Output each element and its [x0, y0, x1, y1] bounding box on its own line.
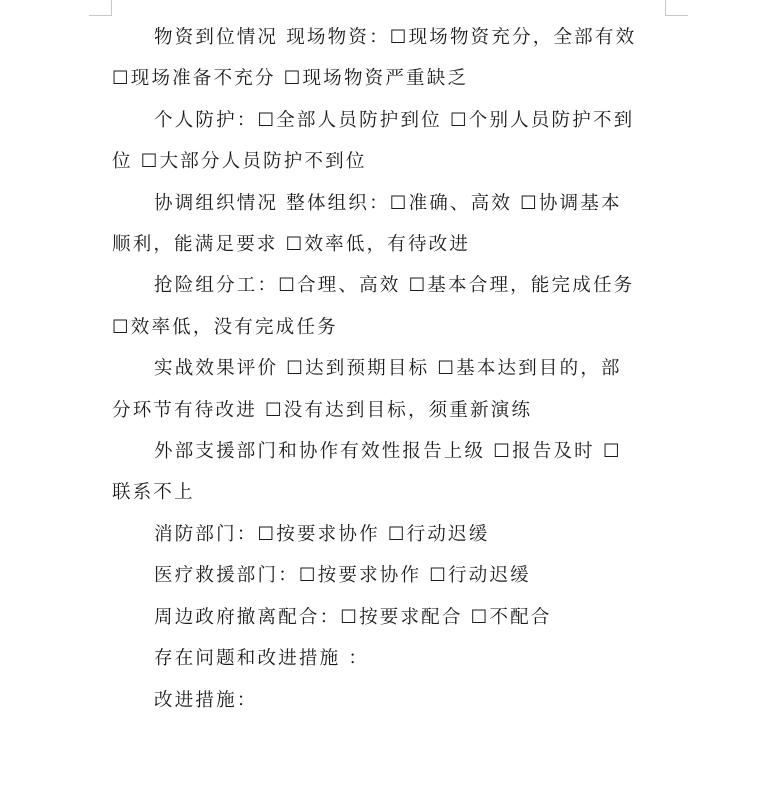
text-line: ☐效率低，没有完成任务 [112, 316, 338, 338]
paragraph-problems [112, 638, 664, 679]
paragraph-protection [112, 100, 664, 183]
text-line: 个人防护：☐全部人员防护到位 ☐个别人员防护不到 [154, 109, 635, 131]
paragraph-coordination [112, 183, 664, 266]
text-line: 消防部门：☐按要求协作 ☐行动迟缓 [154, 523, 490, 545]
paragraph-measures [112, 680, 664, 721]
text-line: ☐现场准备不充分 ☐现场物资严重缺乏 [112, 68, 469, 90]
text-line: 位 ☐大部分人员防护不到位 [112, 151, 367, 173]
text-line: 周边政府撤离配合：☐按要求配合 ☐不配合 [154, 606, 552, 628]
margin-corner-mark [665, 0, 688, 16]
text-line: 外部支援部门和协作有效性报告上级 ☐报告及时 ☐ [154, 441, 622, 463]
text-line: 协调组织情况 整体组织：☐准确、高效 ☐协调基本 [154, 192, 622, 214]
paragraph-effect [112, 348, 664, 431]
text-line: 联系不上 [112, 482, 195, 504]
text-line: 改进措施： [154, 689, 258, 711]
text-line: 抢险组分工：☐合理、高效 ☐基本合理，能完成任务 [154, 275, 635, 297]
text-line: 医疗救援部门：☐按要求协作 ☐行动迟缓 [154, 565, 531, 587]
margin-corner-mark [89, 0, 112, 16]
paragraph-medical [112, 555, 664, 596]
text-line: 存在问题和改进措施 ： [154, 648, 370, 670]
paragraph-division [112, 265, 664, 348]
paragraph-material [112, 17, 664, 100]
text-line: 分环节有待改进 ☐没有达到目标，须重新演练 [112, 399, 533, 421]
text-line: 顺利，能满足要求 ☐效率低，有待改进 [112, 234, 471, 256]
document-body[interactable] [112, 17, 664, 721]
text-line: 物资到位情况 现场物资：☐现场物资充分，全部有效 [154, 27, 637, 48]
paragraph-fire [112, 514, 664, 555]
text-line: 实战效果评价 ☐达到预期目标 ☐基本达到目的，部 [154, 358, 622, 380]
paragraph-government [112, 597, 664, 638]
paragraph-external [112, 431, 664, 514]
